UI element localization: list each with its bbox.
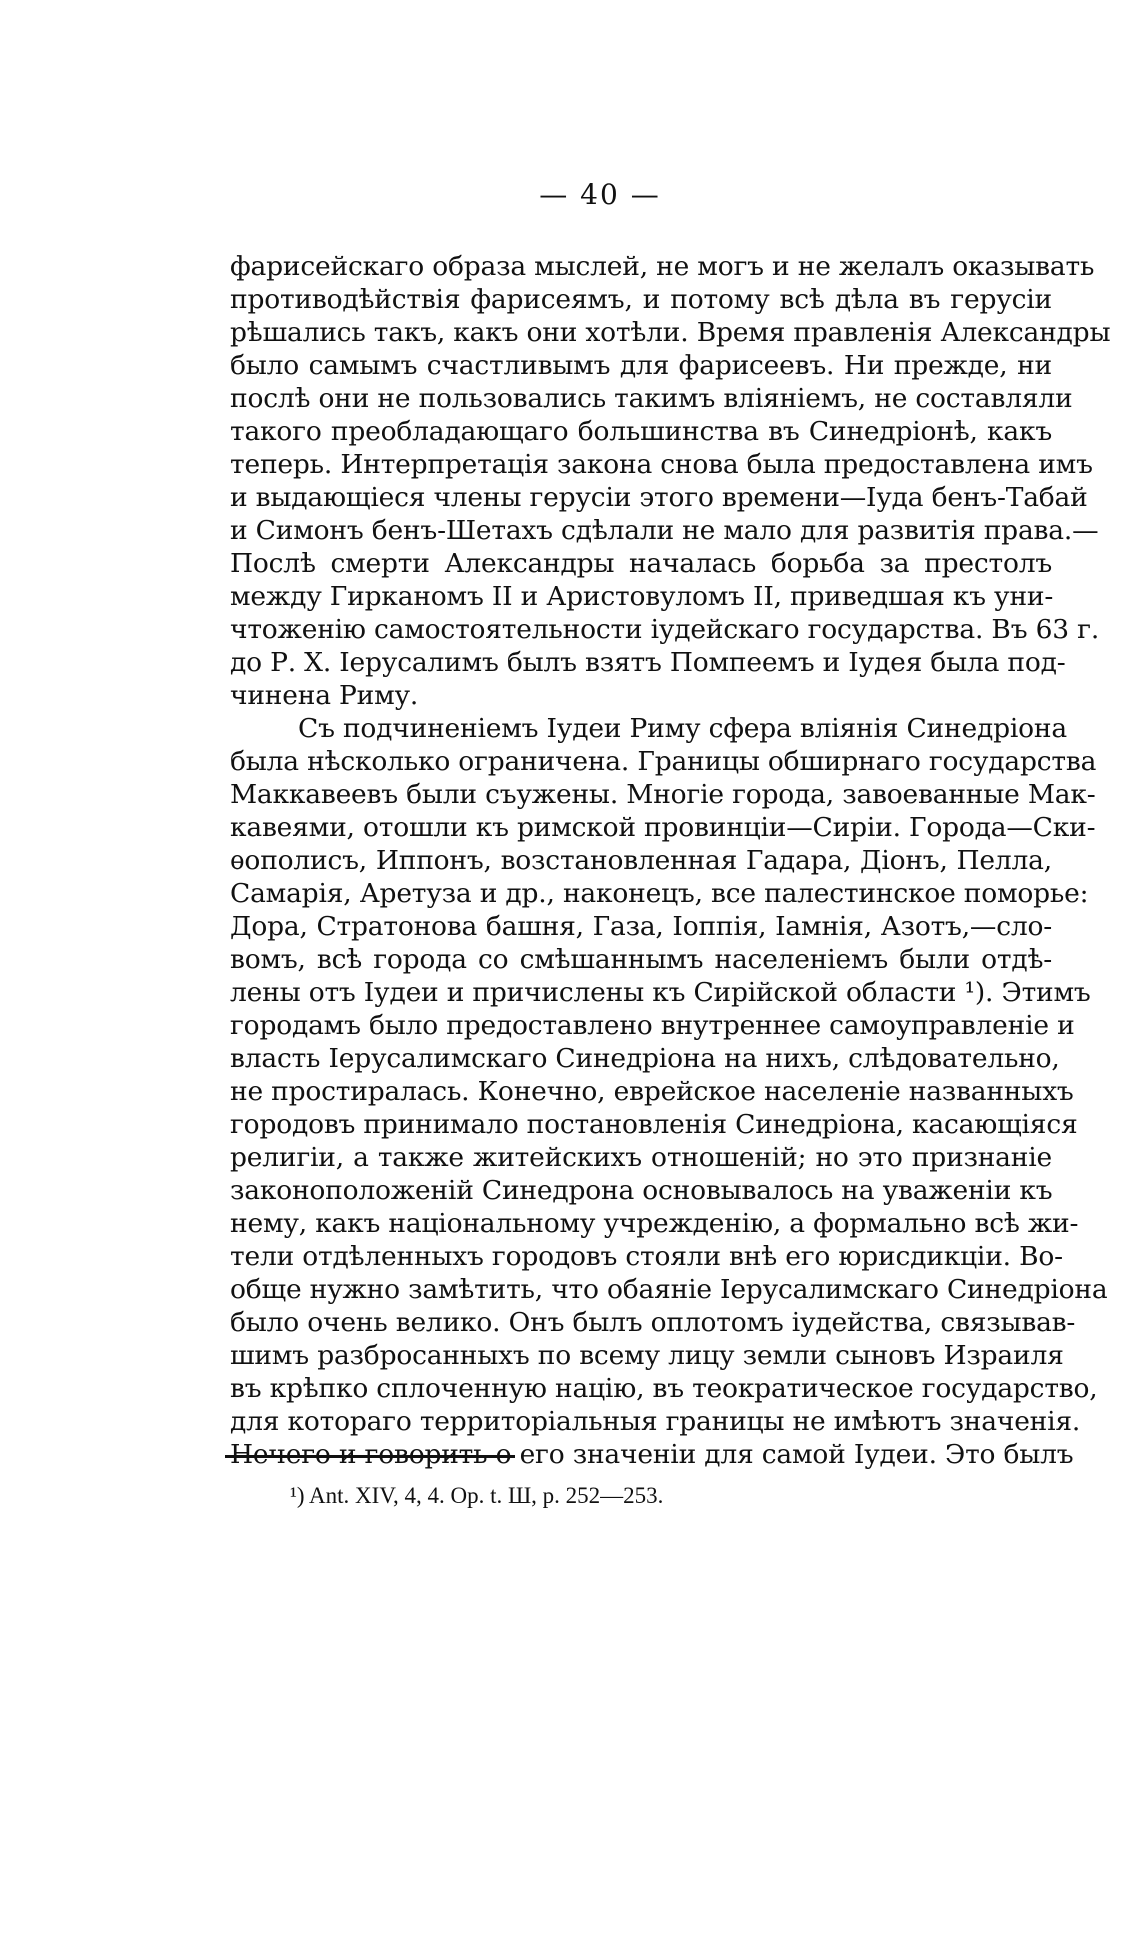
- text-line: между Гирканомъ II и Аристовуломъ II, приведшая къ уни-: [230, 581, 1054, 612]
- text-line: городамъ было предоставлено внутреннее самоуправленіе и: [230, 1010, 1075, 1041]
- text-line: законоположеній Синедрона основывалось на уваженіи къ: [230, 1175, 1053, 1206]
- text-line: Съ подчиненіемъ Іудеи Риму сфера вліянія Синедріона: [298, 713, 1067, 744]
- text-line: противодѣйствія фарисеямъ, и потому всѣ дѣла въ герусіи: [230, 284, 1052, 315]
- text-line: тели отдѣленныхъ городовъ стояли внѣ его юрисдикціи. Во-: [230, 1241, 1063, 1272]
- text-line: такого преобладающаго большинства въ Синедріонѣ, какъ: [230, 416, 1052, 447]
- text-line: и Симонъ бенъ-Шетахъ сдѣлали не мало для развитія права.—: [230, 515, 1099, 546]
- text-line: теперь. Интерпретація закона снова была предоставлена имъ: [230, 449, 1093, 480]
- footnote-marker: ¹): [290, 1483, 305, 1508]
- text-line: Маккавеевъ были съужены. Многіе города, завоеванные Мак-: [230, 779, 1096, 810]
- footnote-divider: [225, 1455, 515, 1458]
- body-text: [230, 250, 1111, 1471]
- text-line: рѣшались такъ, какъ они хотѣли. Время правленія Александры: [230, 317, 1111, 348]
- text-line: чтоженію самостоятельности іудейскаго государства. Въ 63 г.: [230, 614, 1100, 645]
- text-line: религіи, а также житейскихъ отношеній; но это признаніе: [230, 1142, 1052, 1173]
- text-line: въ крѣпко сплоченную націю, въ теократическое государство,: [230, 1373, 1098, 1404]
- footnote-text: Ant. XIV, 4, 4. Op. t. Ш, p. 252—253.: [309, 1483, 664, 1508]
- text-line: чинена Риму.: [230, 680, 419, 711]
- text-line: было самымъ счастливымъ для фарисеевъ. Ни прежде, ни: [230, 350, 1052, 381]
- text-line: Самарія, Аретуза и др., наконецъ, все палестинское поморье:: [230, 878, 1089, 909]
- text-line: лены отъ Іудеи и причислены къ Сирійской области ¹). Этимъ: [230, 977, 1091, 1008]
- text-line: Послѣ смерти Александры началась борьба за престолъ: [230, 548, 1052, 579]
- text-line: вомъ, всѣ города со смѣшаннымъ населеніемъ были отдѣ-: [230, 944, 1052, 975]
- page-number: — 40 —: [539, 178, 661, 211]
- text-line: Нечего и говорить о его значеніи для самой Іудеи. Это былъ: [230, 1439, 1074, 1470]
- paragraph-1: [230, 250, 1111, 712]
- text-line: послѣ они не пользовались такимъ вліяніемъ, не составляли: [230, 383, 1073, 414]
- text-line: и выдающіеся члены герусіи этого времени—Іуда бенъ-Табай: [230, 482, 1088, 513]
- text-line: до Р. Х. Іерусалимъ былъ взятъ Помпеемъ и Іудея была под-: [230, 647, 1066, 678]
- text-line: не простиралась. Конечно, еврейское населеніе названныхъ: [230, 1076, 1074, 1107]
- text-line: была нѣсколько ограничена. Границы обширнаго государства: [230, 746, 1097, 777]
- text-line: Дора, Стратонова башня, Газа, Іоппія, Іамнія, Азотъ,—сло-: [230, 911, 1052, 942]
- text-line: кавеями, отошли къ римской провинціи—Сиріи. Города—Ски-: [230, 812, 1096, 843]
- text-line: власть Іерусалимскаго Синедріона на нихъ, слѣдовательно,: [230, 1043, 1060, 1074]
- text-line: было очень велико. Онъ былъ оплотомъ іудейства, связывав-: [230, 1307, 1076, 1338]
- text-line: для котораго территоріальныя границы не имѣютъ значенія.: [230, 1406, 1081, 1437]
- text-line: обще нужно замѣтить, что обаяніе Іерусалимскаго Синедріона: [230, 1274, 1108, 1305]
- text-line: фарисейскаго образа мыслей, не могъ и не желалъ оказывать: [230, 251, 1095, 282]
- paragraph-2: [230, 712, 1108, 1471]
- footnote: [290, 1483, 663, 1509]
- text-line: нему, какъ національному учрежденію, а формально всѣ жи-: [230, 1208, 1079, 1239]
- text-line: ѳополисъ, Иппонъ, возстановленная Гадара, Діонъ, Пелла,: [230, 845, 1052, 876]
- text-line: городовъ принимало постановленія Синедріона, касающіяся: [230, 1109, 1078, 1140]
- text-line: шимъ разбросанныхъ по всему лицу земли сыновъ Израиля: [230, 1340, 1064, 1371]
